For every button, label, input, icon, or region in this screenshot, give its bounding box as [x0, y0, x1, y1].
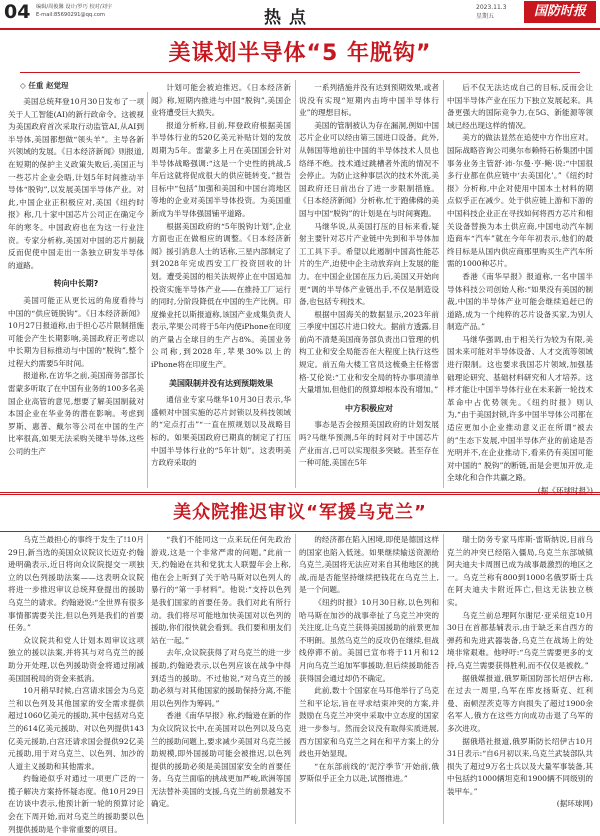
- article1-column-4: [447, 82, 593, 495]
- paragraph: 计划可能会被迫推迟。《日本经济新闻》称,短期内推进与中国“脱钩”,美国企业将遭受巨大损失。: [151, 83, 291, 118]
- column-rule: [443, 80, 444, 488]
- article2-column-4: [447, 534, 593, 824]
- paragraph: 报道称,在访华之前,美国商务部部长雷蒙多听取了在中国有业务的100多名美国企业高管的意见,想要了解美国制裁对本国企业在华业务的潜在影响。考虑到罗斯、惠普、戴尔等公司在中国的生产比率很高,如果无法采购关键半导体,这些公司的生产: [8, 371, 144, 457]
- paragraph: 美国总统拜登10月30日发布了一项关于人工智能(AI)的新行政命令。这被视为美国政府首次采取行动监管AI,从AI到半导体,美国都想做“领头羊”。主导各新兴领域的发展。《日本经济新闻》则报道,在短期的保护主义政策失败后,美国正与一些芯片企业会晤,计划5年时间推动半导体“脱钩”,以发展美国半导体产业。对此,中国企业正积极应对,美国《纽约时报》称,几十家中国芯片公司正在确定今年的寒冬。中国政府也在为这一行业注资。专家分析称,美国对中国的芯片制裁反而促使中国走出一条独立研发半导体的道路。: [8, 97, 144, 270]
- column-rule: [147, 534, 148, 824]
- subheading: 美国限制并没有达到预期效果: [169, 378, 273, 388]
- paragraph: 去年,众议院获得了对乌克兰的进一步援助,约翰逊表示,以色列应该在战争中得到适当的援助。不过他说,“对乌克兰的援助必须与对其他国家的援助保持分离,不能用以色列作为筹码。”: [151, 648, 291, 708]
- editor-email: E-mail:85690291@qq.com: [36, 12, 105, 18]
- subheading: 中方积极应对: [345, 403, 393, 413]
- article1-byline: ◇ 任重 赵觉珵: [20, 81, 69, 90]
- paragraph: 一系列措施并没有达到预期效果,或者说没有实现“短期内击垮中国半导体行业”的理想目标。: [299, 83, 439, 118]
- date-text: 2023.11.3: [476, 4, 507, 11]
- paragraph: 根据中国海关的数据显示,2023年前三季度中国芯片进口较大。据前方透露,目前尚不清楚美国商务部负责出口管理的机构工业和安全局能否在大程度上执行这些规定。前五角大楼工官员这梳桑主任格雷格·艾伦说:“工业和安全局的特办事项清单大量增加,但他们的预算却根本没有增加。”: [299, 309, 439, 395]
- paragraph: 香港《南华早报》报道称,一名中国半导体科技公司创始人称:“如果没有美国的制裁,中国的半导体产业可能会继续追赶已的道路,成为一个纯粹的芯片设备买家,为别人制造产品。”: [447, 271, 593, 332]
- article1-column-1: [8, 96, 144, 488]
- paragraph: 美方的做法显然在追使中方作出应对。国际战略咨询公司奥尔布赖特石桥集团中国事务业务主管舒·沛·尔曼·亨·鲍·说:“中国很多行业都在供应链中‘去美国化’。”《纽约时报》分析称,中企对使用中国本土材料的期点似乎正在减少。处于供应链上游和下游的中国科技企业正在寻找如何将西方芯片和相关设备替换为本土供应商,中国电动汽车制造商车“汽车”就在今年年初表示,他们的最终目标是从国内供应商那里购买生产汽车所需的1000种芯片。: [447, 133, 593, 269]
- paragraph: 通信业专家马继华10月30日表示,华盛顿对中国实施的芯片封锁以及科技领域的“定点打击”“一直在照规划以及战略目标的。如果美国政府已期真的制定了打压中国半导体行业的“5年计划”。这表明美方政府采取的: [151, 395, 291, 468]
- paragraph: 据俄媒报道,俄罗斯国防部长绍伊古称,在过去一周里,乌军在库皮扬斯克、红利曼、南顿涅茨克等方向损失了超过1900余名军人,俄方在这些方向成功击退了乌军的多次进攻。: [447, 673, 593, 733]
- paragraph: 事态是否会按照美国政府的计划发展吗?马继华预测,5年的时间对于中国芯片产业而言,已可以实现很多突破。甚至存在一种可能,美国在5年: [299, 420, 439, 468]
- article1-column-3: [299, 82, 439, 488]
- article1-headline: 美谋划半导体“5 年脱钩”: [168, 41, 432, 66]
- paragraph: 《纽约时报》10月30日称,以色列和哈马斯在加沙的战事牵扯了乌克兰冲突的关注度,让乌克兰获得美国援助的前景更加不明朗。虽然乌克兰的反攻仍在继续,但战线停滞不前。美国已宣布将于11月和12月向乌克兰追加军事援助,但后续援助能否获得国会通过却仍不确定。: [299, 597, 439, 683]
- article2-column-1: [8, 534, 144, 834]
- editor-line: 编辑/周俊馨 设计/罗巧 校对/刘宇: [36, 4, 112, 10]
- paragraph: 10月稍早时候,白宫请求国会为乌克兰和以色列及其他国家的安全需求提供超过1060亿美元的援助,其中包括对乌克兰的614亿美元援助、对以色列提供143亿美元援助,白宫还请求国会提供92亿美元援助,用于对乌克兰、以色列、加沙的人道主义援助和其他需求。: [8, 686, 144, 771]
- editor-credits: [36, 3, 112, 19]
- page-number: 04: [4, 1, 31, 23]
- column-rule: [295, 534, 296, 824]
- paragraph: 乌克兰最担心的事终于发生了!10月29日,新当选的美国众议院议长迈克·约翰逊明确表示,近日将向众议院提交一项独立的以色列援助法案——这表明众议院将进一步推迟审议总统拜登提出的援助乌克兰的请求。约翰逊说:“全世界有很多事情都需要关注,但以色列是我们的首要任务。”: [8, 535, 144, 633]
- paragraph: 后不仅无法达成自己的目标,反而会让中国半导体产业在压力下独立发展起来。具备更强大的国际竞争力,在5G、新能源等领域已经出现这样的情况。: [447, 83, 593, 130]
- paragraph: 瑞士防务专家马库斯·雷斯纳说,目前乌克兰的冲突已经陷入僵局,乌克兰东部城镇阿夫迪夫卡周围已成为战事最激烈的地区之一。乌克兰称有800到1000名俄罗斯士兵在阿夫迪夫卡附近阵亡,但这无法独立核实。: [447, 535, 593, 607]
- paragraph: 美国的管制被认为存在漏洞,例如中国芯片企业可以经由第三国进口设备。此外,从韩国等地前往中国的半导体技术人员也络绎不绝。技术通过跳槽者外流的情况不会停止。为防止这种事层次的技术外流,美国政府还日前出台了进一步限制措施。《日本经济新闻》分析称,忙于跑佛佛的美国与中国“脱钩”的计划是在与时间赛跑。: [299, 120, 439, 218]
- paragraph: 美国可能正从更长远的角度看待与中国的“供应链脱钩”。《日本经济新闻》10月27日报道称,由于担心芯片限制措施可能会产生长期影响,美国政府正考虑以中长期为目标推动与中国的“脱钩”,整个过程大约需要5年时间。: [8, 295, 144, 368]
- paragraph: 乌克兰前总理阿尔谢尼·亚采纽克10月30日在首都基辅表示,由于缺乏来自西方的弹药和先进武器装备,乌克兰在战场上的处境非常艰难。他呼吁:“乌克兰需要更多的支持,乌克兰需要获得胜利,而不仅仅是被救。”: [447, 610, 593, 670]
- issue-date: [476, 3, 507, 21]
- paragraph: 众议院共和党人计划本周审议这项独立的援以法案,并将其与对乌克兰的援助分开处理,以色列援助资金将通过削减美国国税局的资金来抵消。: [8, 635, 144, 683]
- column-rule: [443, 534, 444, 824]
- weekday-text: 星期五: [476, 13, 495, 20]
- paragraph: 香港《南华早报》称,约翰逊在新的作为众议院议长中,在美国对以色列以及乌克兰的援助问题上,要求减少美国对乌克兰援助规模,即外国援助可能会被推迟,以色列提供的援助必须是美国国家安全的首要任务。乌克兰面临的挑战更加严峻,欧洲等国无法替补美国的支援,乌克兰的前景越发不确定。: [151, 711, 291, 809]
- paragraph: “在东部前线的‘泥泞季节’开始前,俄罗斯似乎正全力以赴,试图推进。”: [299, 761, 439, 784]
- paragraph: 马继华说,从美国打压的目标来看,疑射主要针对芯片产业链中先到和半导体加工工具下手。希望以此遏制中国高性能芯片的生产,迫使中企主动放弃向上发展的能力。在中国企业国在压力后,美国又开始向更“调的半导体产业链出手,不仅是制造设备,也包括专利技术。: [299, 221, 439, 307]
- paragraph: 报道分析称,目前,拜登政府根据美国半导体行业的520亿美元补贴计划的发放周期为5年。雷蒙多上月在美国国会针对半导体战略强调:“这是一个史性的挑战,5年后这就将促成很大的供应链转变。”报告目标中“包括”加强和美国和中国台湾地区等地的企业对美国半导体投资。为美国重新成为半导体强国铺平道路。: [151, 120, 291, 218]
- article1-column-2: [151, 82, 291, 488]
- paragraph: 据俄塔社报道,俄罗斯防长绍伊古10月31日表示:“自6月初以来,乌克兰武装部队共损失了超过9万名士兵以及大量军事装备,其中包括约1000辆坦克和1900辆不同级别的装甲车。”: [447, 736, 593, 796]
- column-rule: [295, 80, 296, 488]
- subheading: 转向中长期?: [53, 279, 99, 289]
- paragraph: 马继华强调,由于相关行为较为有限,美国未来可能对半导体设备、人才交流等领域进行限制。这也要求我国芯片领域,加强基础理论研究、基础材料研究和人才培养。这样才能让中国半导体行业在未来新一轮技术革命中占优势领先。《纽约时报》则认为,“由于美国封锁,许多中国半导体公司都在适应更加小企业推动意义正在所谓“被去的”生态下发展,中国半导体产业的前途是否光明并不,在企业推动下,看来仍有美国可能对中国的“ 脱钩”的断链,而是会更加开放,走全球化和合作共赢之路。: [447, 334, 593, 483]
- paragraph: “我们不能同这一点来玩任何先政治游戏,这是一个非常严肃的问题。”此前一天,约翰逊在共和党犹太人联盟年会上称,他在会上听到了关于哈马斯对以色列人的暴行的“第一手材料”。他说:“支持以色列是我们国家的首要任务。我们对此有所行动。我们将尽可能地加快美国对以色列的援助,你们很快就会看到。我们要和朋友们站在一起。”: [151, 535, 291, 645]
- section-title: 热点: [264, 8, 314, 28]
- paragraph: 根据美国政府的“5年脱钩计划”,企业方面也正在做相应的调整。《日本经济新闻》援引消息人士的话称,三星内部制定了到2028年完成西安工厂投资回收的计划。遭受美国的相关法规停止在中国追加投资实施半导体产业——在推持工厂运行的同时,分阶段降低在中国的生产比例。印度操业托以斯报道称,该国产业成集负责人表示,苹果公司将于5年内使iPhone在印度的产量占全球目的生产占8%。美国业务公司称,到2028年,苹果30%以上的iPhone将在印度生产。: [151, 221, 291, 370]
- headline-divider: [20, 72, 580, 73]
- article2-source: (据环球网): [556, 799, 593, 809]
- paragraph: 此前,数十个国家在马耳他举行了乌克兰和平论坛,旨在寻求结束冲突的方案,并鼓励在乌克兰冲突中采取中立态度的国家进一步参与。然而会议没有取得实质进展,西方国家和乌克兰之间在和平方案上的分歧也开始显现。: [299, 686, 439, 759]
- article2-column-2: [151, 534, 291, 824]
- newspaper-masthead: 国防时报: [524, 1, 596, 23]
- article1-source: (据《环球时报》): [537, 486, 593, 495]
- paragraph: 约翰逊似乎对通过一项更广泛的一揽子解决方案持怀疑态度。他10月29日在访谈中表示,他预计新一轮的预算讨论会在下周开始,而对乌克兰的援助要以色列提供援助是个非常重要的项目。: [8, 774, 144, 834]
- article2-headline: 美众院推迟审议“军援乌克兰”: [173, 502, 427, 523]
- paragraph: 的经济都在陷入困境,即使是德国这样的国家也陷入低迷。如果继续输送资源给乌克兰,美国将无法应对来自其他地区的挑战,而是否能坚持继续把钱花在乌克兰上,是一个问题。: [299, 535, 439, 595]
- article2-column-3: [299, 534, 439, 824]
- column-rule: [147, 92, 148, 488]
